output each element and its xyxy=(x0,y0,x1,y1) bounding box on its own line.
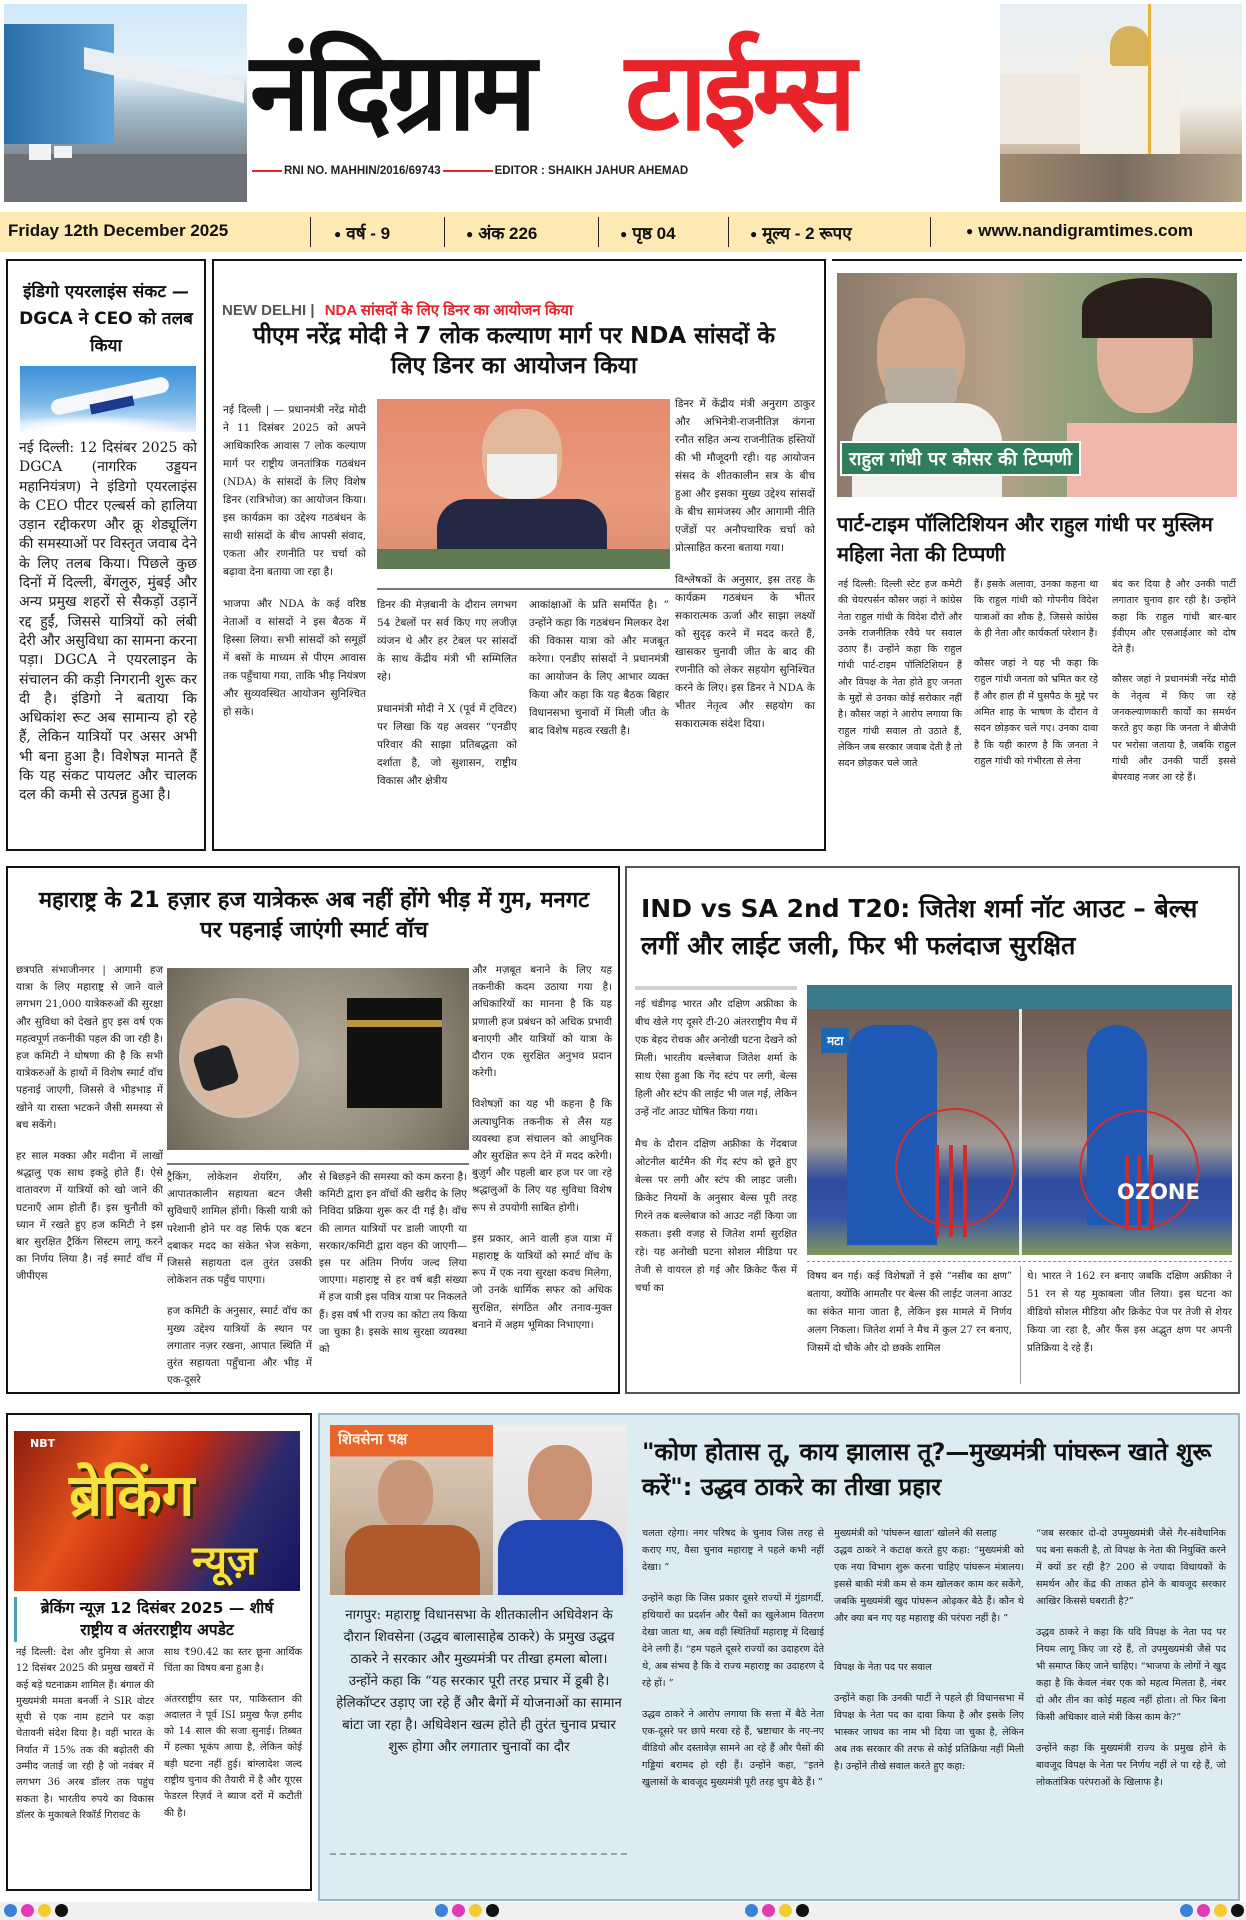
cmyk-dot-yellow xyxy=(38,1904,51,1917)
image-title-breaking: ब्रेकिंग xyxy=(69,1461,195,1529)
kicker-modi xyxy=(222,300,573,320)
kicker-text: NDA सांसदों के लिए डिनर का आयोजन किया xyxy=(324,302,573,319)
modi-col-3 xyxy=(529,596,669,754)
cmyk-marks-center-1 xyxy=(435,1904,499,1917)
image-rahul-kausar xyxy=(837,273,1237,497)
modi-col-1-p1: नई दिल्ली | — प्रधानमंत्री नरेंद्र मोदी ने 11 दिसंबर 2025 को अपने आधिकारिक आवास 7 लोक कल्याण मार्ग पर राष्ट्रीय जनतांत्रिक गठबंधन (NDA) के सांसदों के लिए विशेष डिनर (रात्रिभोज) का आयोजन किया। इस कार्यक्रम का उद्देश्य गठबंधन के साथी सांसदों के बीच आपसी संवाद, एकता और रणनीति पर चर्चा को बढ़ावा देना बताया जा रहा है। xyxy=(223,404,366,578)
uddhav-col-3 xyxy=(1036,1525,1226,1805)
cricket-col-1-p2: मैच के दौरान दक्षिण अफ्रीका के गेंदबाज ओटनील बार्टमैन की गेंद स्टंप को छूते हुए बेल्स पर लगी और स्टंप की लाइट जली। क्रिकेट नियमों के अनुसार बेल्स पूरी तरह गिरने तक बल्लेबाज को आउट नहीं किया जा सकता। इसी वजह से जितेश शर्मा सुरक्षित रहे। यह अनोखी घटना सोशल मीडिया पर तेजी से वायरल हो गई और क्रिकेट फैंस में चर्चा का xyxy=(635,1139,797,1294)
cmyk-dot-magenta xyxy=(762,1904,775,1917)
cricket-col-3 xyxy=(1027,1268,1232,1372)
hajj-col-4-p2: विशेषज्ञों का यह भी कहना है कि अत्याधुनिक तकनीक से लैस यह व्यवस्था हज संचालन को आधुनिक और सुरक्षित रूप देने में मदद करेगी। बुज़ुर्ग और पहली बार हज पर जा रहे श्रद्धालुओं के लिए यह सुविधा विशेष रूप से उपयोगी साबित होगी। xyxy=(472,1098,612,1214)
image-uddhav-fadnavis xyxy=(330,1425,627,1595)
headline-breaking-news: ब्रेकिंग न्यूज़ 12 दिसंबर 2025 — शीर्ष राष्ट्रीय व अंतरराष्ट्रीय अपडेट xyxy=(40,1599,274,1639)
cmyk-dot-magenta xyxy=(21,1904,34,1917)
cricket-col-1-p1: नई चंडीगढ़ भारत और दक्षिण अफ्रीका के बीच खेले गए दूसरे टी-20 अंतरराष्ट्रीय मैच में एक बेहद रोचक और अनोखी घटना देखने को मिली। भारतीय बल्लेबाज जितेश शर्मा के साथ ऐसा हुआ कि गेंद स्टंप पर लगी, बेल्स हिली और स्टंप की लाईट भी जल गई, लेकिन उन्हें नॉट आउट घोषित किया गया। xyxy=(635,999,797,1118)
editor-name: EDITOR : SHAIKH JAHUR AHEMAD xyxy=(494,165,689,177)
article-indigo xyxy=(6,259,206,851)
cmyk-dot-black xyxy=(796,1904,809,1917)
hajj-col-3 xyxy=(319,1169,467,1372)
cricket-col-2-p1: विषय बन गई। कई विशेषज्ञों ने इसे “नसीब का क्षण” बताया, क्योंकि आमतौर पर बेल्स की लाईट जलना आउट का संकेत माना जाता है, लेकिन इस मामले में निर्णय अलग निकला। जितेश शर्मा ने मैच में कुल 27 रन बनाए, जिसमें दो चौके और दो छक्के शामिल xyxy=(807,1271,1012,1354)
header-photo-gurudwara xyxy=(1000,4,1242,202)
masthead xyxy=(250,6,1010,181)
modi-col-2 xyxy=(377,596,517,804)
hajj-col-1 xyxy=(16,962,163,1300)
cmyk-dot-cyan xyxy=(435,1904,448,1917)
cmyk-dot-black xyxy=(486,1904,499,1917)
rahul-col-2 xyxy=(974,577,1098,784)
uddhav-col-1-p2: उन्होंने कहा कि जिस प्रकार दूसरे राज्यों में गुंडागर्दी, हथियारों का प्रदर्शन और पैसों का खुलेआम वितरण देखा जाता था, अब वही स्थितियाँ महाराष्ट्र में दिखाई देने लगी हैं। “हम पहले दूसरे राज्यों का उदाहरण देते थे, अब संभव है कि वे राज्य महाराष्ट्र का उदाहरण दे रहे हों। ” xyxy=(642,1593,824,1689)
cmyk-marks-center-2 xyxy=(745,1904,809,1917)
rahul-col-1-p1: नई दिल्ली: दिल्ली स्टेट हज कमेटी की चेयरपर्सन कौसर जहां ने कांग्रेस नेता राहुल गांधी के विदेश दौरों और उनके राजनीतिक रवैये पर सवाल उठाए हैं। उन्होंने कहा कि राहुल गांधी पार्ट-टाइम पॉलिटिशियन हैं और विपक्ष के नेता होते हुए जनता के मुद्दों से उनका कोई सरोकार नहीं है। कौसर जहां ने आरोप लगाया कि राहुल गांधी सवाल तो उठाते हैं, लेकिन जब सरकार जवाब देती है तो सदन छोड़कर चले जाते xyxy=(838,579,962,770)
cmyk-dot-yellow xyxy=(469,1904,482,1917)
rahul-col-3-p2: कौसर जहां ने प्रधानमंत्री नरेंद्र मोदी के नेतृत्व में किए जा रहे जनकल्याणकारी कार्यों का समर्थन करते हुए कहा कि जनता ने बीजेपी पर भरोसा जताया है, जबकि राहुल गांधी और उनकी पार्टी इससे बेपरवाह नजर आ रहे हैं। xyxy=(1112,674,1236,784)
issue-year: ● वर्ष - 9 xyxy=(334,221,390,244)
breaking-col-1 xyxy=(16,1645,154,1838)
image-breaking-news xyxy=(14,1431,300,1591)
cmyk-dot-black xyxy=(55,1904,68,1917)
hajj-col-1-p2: हर साल मक्का और मदीना में लाखों श्रद्धालु एक साथ इकट्ठे होते हैं। ऐसे वातावरण में यात्रियों को खो जाने की घटनाएँ आम होती हैं। इस चुनौती को ध्यान में रखते हुए हज कमिटी ने इस बार सुरक्षित ट्रैकिंग सिस्टम लागू करने का निर्णय लिया है। नई स्मार्ट वॉच में जीपीएस xyxy=(16,1150,163,1283)
image-ad-board: OZONE xyxy=(1117,1180,1200,1204)
cmyk-dot-cyan xyxy=(4,1904,17,1917)
modi-col-4-p2: विश्लेषकों के अनुसार, इस तरह के कार्यक्रम गठबंधन के भीतर सकारात्मक ऊर्जा और साझा लक्ष्यों को सुदृढ़ करने में मदद करते हैं, खासकर चुनावी जीत के बाद की रणनीति को लेकर सहयोग सुनिश्चित करने के लिए। इस डिनर ने NDA के भीतर नेतृत्व और सहयोग का सकारात्मक संदेश दिया। xyxy=(675,574,815,730)
headline-rahul: पार्ट-टाइम पॉलिटिशियन और राहुल गांधी पर मुस्लिम महिला नेता की टिप्पणी xyxy=(837,512,1213,566)
website-link[interactable]: ● www.nandigramtimes.com xyxy=(966,221,1193,241)
headline-uddhav: "कोण होतास तू, काय झालास तू?—मुख्यमंत्री पांघरून खाते शुरू करें": उद्धव ठाकरे का तीखा प्रहार xyxy=(642,1438,1212,1501)
image-cricket-bails xyxy=(807,985,1232,1255)
cmyk-marks-right xyxy=(1180,1904,1244,1917)
cmyk-dot-magenta xyxy=(1197,1904,1210,1917)
cmyk-marks-left xyxy=(4,1904,68,1917)
uddhav-subhead-2: विपक्ष के नेता पद पर सवाल xyxy=(834,1662,932,1673)
article-uddhav xyxy=(318,1413,1240,1901)
masthead-subline xyxy=(252,165,688,177)
uddhav-col-3-p2: उद्धव ठाकरे ने कहा कि यदि विपक्ष के नेता पद पर नियम लागू किए जा रहे हैं, तो उपमुख्यमंत्री जैसे पद भी समाप्त किए जाने चाहिए। “भाजपा के लोगों ने खुद कहा है कि केवल नंबर एक को महत्व मिलता है, नंबर दो और तीन का कोई महत्व नहीं होता। तो फिर बिना किसी अधिकार वाले मंत्री किस काम के?” xyxy=(1036,1627,1226,1723)
kicker-place: NEW DELHI | xyxy=(222,302,315,319)
cmyk-dot-yellow xyxy=(1214,1904,1227,1917)
uddhav-col-3-p1: “जब सरकार दो-दो उपमुख्यमंत्री जैसे गैर-संवैधानिक पद बना सकती है, तो विपक्ष के नेता की नियुक्ति करने में क्यों डर रही है? 200 से ज्यादा विधायकों के समर्थन और केंद्र की ताकत होने के बावजूद सरकार आखिर किससे घबराती है?” xyxy=(1036,1528,1226,1607)
modi-col-2-p2: प्रधानमंत्री मोदी ने X (पूर्व में ट्विटर) पर लिखा कि यह अवसर “एनडीए परिवार की साझा प्रतिबद्धता को दर्शाता है, जो सुशासन, राष्ट्रीय विकास और क्षेत्रीय xyxy=(377,703,517,787)
article-rahul xyxy=(832,259,1242,851)
breaking-col-2 xyxy=(164,1645,302,1836)
modi-col-1 xyxy=(223,401,366,735)
uddhav-col-1 xyxy=(642,1525,824,1805)
uddhav-lead: नागपुर: महाराष्ट्र विधानसभा के शीतकालीन अधिवेशन के दौरान शिवसेना (उद्धव बालासाहेब ठाकरे) के प्रमुख उद्धव ठाकरे ने सरकार और मुख्यमंत्री पर तीखा हमला बोला। उन्होंने कहा कि “यह सरकार पूरी तरह प्रचार में डूबी है। हेलिकॉप्टर उड़ाए जा रहे हैं और बैगों में योजनाओं का सामान बांटा जा रहा है। अधिवेशन खत्म होते ही तुरंत चुनाव प्रचार शुरू होगा और लगातार चुनावों का दौर xyxy=(336,1608,622,1755)
uddhav-col-3-p3: उन्होंने कहा कि मुख्यमंत्री राज्य के प्रमुख होने के बावजूद विपक्ष के नेता पर निर्णय नहीं ले पा रहे हैं, जो लोकतांत्रिक परंपराओं के खिलाफ है। xyxy=(1036,1743,1226,1788)
issue-price: ● मूल्य - 2 रूपए xyxy=(750,221,852,244)
image-indigo-plane xyxy=(20,366,196,432)
uddhav-col-2 xyxy=(834,1525,1024,1789)
uddhav-col-1-p3: उद्धव ठाकरे ने आरोप लगाया कि सत्ता में बैठे नेता एक-दूसरे पर छापे मरवा रहे हैं, भ्रष्टाचार के नए-नए वीडियो और दस्तावेज़ सामने आ रहे हैं और पैसों की गड्डियां बरामद हो रही हैं। उन्होंने कहा, “इतने खुलासों के बावजूद मुख्यमंत्री पूरी तरह चुप बैठे हैं। ” xyxy=(642,1709,824,1788)
modi-col-4 xyxy=(675,395,815,747)
image-title-news: न्यूज़ xyxy=(192,1538,257,1584)
masthead-title-black: नंदिग्राम xyxy=(250,30,533,155)
footer-strip xyxy=(0,1902,1246,1920)
issue-number: ● अंक 226 xyxy=(466,221,537,244)
article-breaking-news xyxy=(6,1413,312,1891)
image-logo-nbt: NBT xyxy=(30,1437,56,1450)
breaking-col-2-p1: साथ ₹90.42 का स्तर छूना आर्थिक चिंता का विषय बना हुआ है। xyxy=(164,1647,302,1675)
headline-hajj: महाराष्ट्र के 21 हज़ार हज यात्रेकरू अब नहीं होंगे भीड़ में गुम, मनगट पर पहनाई जाएंगी स्मार्ट वॉच xyxy=(38,888,590,943)
modi-col-3-p1: आकांक्षाओं के प्रति समर्पित है। ” उन्होंने कहा कि गठबंधन मिलकर देश की विकास यात्रा को और मजबूत करेगा। एनडीए सांसदों ने प्रधानमंत्री का आयोजन के लिए आभार व्यक्त किया और कहा कि यह बैठक बिहार विधानसभा चुनावों में मिली जीत के बाद विशेष महत्व रखती है। xyxy=(529,599,669,737)
hajj-col-2-p2: हज कमिटी के अनुसार, स्मार्ट वॉच का मुख्य उद्देश्य यात्रियों के स्थान पर लगातार नज़र रखना, आपात स्थिति में तुरंत सहायता पहुँचाना और भीड़ में एक-दूसरे xyxy=(167,1305,312,1387)
headline-cricket: IND vs SA 2nd T20: जितेश शर्मा नॉट आउट – बेल्स लगीं और लाईट जली, फिर भी फलंदाज सुरक्षित xyxy=(641,894,1198,960)
cmyk-dot-magenta xyxy=(452,1904,465,1917)
breaking-col-2-p2: अंतरराष्ट्रीय स्तर पर, पाकिस्तान की अदालत ने पूर्व ISI प्रमुख फैज़ हमीद को 14 साल की सजा सुनाई। तिब्बत में हल्का भूकंप आया है, लेकिन कोई बड़ी घटना नहीं हुई। बांग्लादेश जल्द राष्ट्रीय चुनाव की तैयारी में है और यूएस फेडरल रिज़र्व ने ब्याज दरों में कटौती की है। xyxy=(164,1693,302,1819)
image-caption-rahul: राहुल गांधी पर कौसर की टिप्पणी xyxy=(840,441,1081,476)
modi-col-4-p1: डिनर में केंद्रीय मंत्री अनुराग ठाकुर और अभिनेत्री-राजनीतिज्ञ कंगना रनौत सहित अन्य राजनीतिक हस्तियों की भी मौजूदगी रही। यह आयोजन संसद के शीतकालीन सत्र के बीच हुआ और इसका मुख्य उद्देश्य सांसदों के बीच सामंजस्य और आगामी नीति एजेंडों पर अनौपचारिक चर्चा को प्रोत्साहित करना बताया गया। xyxy=(675,398,815,554)
image-modi-speech xyxy=(377,399,670,569)
headline-modi: पीएम नरेंद्र मोदी ने 7 लोक कल्याण मार्ग पर NDA सांसदों के लिए डिनर का आयोजन किया xyxy=(252,323,776,379)
rahul-col-3-p1: बंद कर दिया है और उनकी पार्टी लगातार चुनाव हार रही है। उन्होंने कहा कि राहुल गांधी बार-बार ईवीएम और एसआईआर को दोष देते हैं। xyxy=(1112,579,1236,656)
image-hajj-smartwatch-kaaba xyxy=(167,968,469,1150)
cricket-col-2 xyxy=(807,1268,1012,1372)
uddhav-col-1-p1: चलता रहेगा। नगर परिषद के चुनाव जिस तरह से कराए गए, वैसा चुनाव महाराष्ट्र ने पहले कभी नहीं देखा। ” xyxy=(642,1528,824,1573)
hajj-col-4-p3: इस प्रकार, आने वाली हज यात्रा में महाराष्ट्र के यात्रियों को स्मार्ट वॉच के रूप में एक नया सुरक्षा कवच मिलेगा, जो उनके धार्मिक सफर को अधिक सुरक्षित, संगठित और तनाव-मुक्त बनाने में अहम भूमिका निभाएगा। xyxy=(472,1232,612,1331)
cmyk-dot-cyan xyxy=(745,1904,758,1917)
issue-date: Friday 12th December 2025 xyxy=(8,221,229,240)
uddhav-col-2-p2: उन्होंने कहा कि उनकी पार्टी ने पहले ही विधानसभा में विपक्ष के नेता पद का दावा किया है और इसके लिए भास्कर जाधव का नाम भी दिया जा चुका है, लेकिन अब तक सरकार की तरफ से कोई प्रतिक्रिया नहीं मिली है। उन्होंने तीखे सवाल करते हुए कहा: xyxy=(834,1693,1024,1772)
header-photo-airport xyxy=(4,4,247,202)
modi-col-1-p2: भाजपा और NDA के कई वरिष्ठ नेताओं व सांसदों ने इस बैठक में हिस्सा लिया। सभी सांसदों को समूहों में बसों के माध्यम से पीएम आवास तक पहुँचाया गया, ताकि भीड़ नियंत्रण और सुव्यवस्थित आयोजन सुनिश्चित हो सके। xyxy=(223,598,366,718)
article-cricket xyxy=(625,866,1240,1394)
rahul-col-2-p2: कौसर जहां ने यह भी कहा कि राहुल गांधी जनता को भ्रमित कर रहे हैं और हाल ही में घुसपैठ के मुद्दे पर अमित शाह के भाषण के दौरान वे सदन छोड़कर चले गए। उनका दावा है कि यही कारण है कि जनता ने राहुल गांधी को गंभीरता से लेना xyxy=(974,658,1098,767)
hajj-col-4 xyxy=(472,962,612,1348)
cmyk-dot-black xyxy=(1231,1904,1244,1917)
hajj-col-2-p1: ट्रैकिंग, लोकेशन शेयरिंग, और आपातकालीन सहायता बटन जैसी सुविधाएँ शामिल होंगी। किसी यात्री को परेशानी होने पर वह सिर्फ एक बटन दबाकर मदद का संकेत भेज सकेगा, जिससे सहायता दल तुरंत उसकी लोकेशन तक पहुँच पाएगा। xyxy=(167,1171,312,1287)
body-indigo: नई दिल्ली: 12 दिसंबर 2025 को DGCA (नागरिक उड्डयन महानियंत्रण) ने इंडिगो एयरलाइंस के CEO पीटर एल्बर्स को हालिया उड़ान रद्दीकरण और क्रू शेड्यूलिंग की समस्याओं पर विस्तृत जवाब देने के लिए तलब किया। पिछले कुछ दिनों में दिल्ली, बेंगलुरु, मुंबई और अन्य प्रमुख शहरों से सैकड़ों उड़ानें रद्द हुईं, जिससे यात्रियों को लंबी देरी और असुविधा का सामना करना पड़ा। DGCA ने एयरलाइन के संचालन की कड़ी निगरानी शुरू कर दी है। इंडिगो ने बताया कि अधिकांश रूट अब सामान्य हो रहे हैं, लेकिन यात्रियों पर असर अभी भी बना हुआ है। विशेषज्ञ मानते हैं कि यह संकट पायलट और चालक दल की कमी से उत्पन्न हुआ है। xyxy=(19,440,198,804)
uddhav-subhead-1: मुख्यमंत्री को 'पांघरून खाता' खोलने की सलाह xyxy=(834,1528,997,1539)
rahul-col-1 xyxy=(838,577,962,787)
page-number: ● पृष्ठ 04 xyxy=(620,221,676,244)
rahul-col-2-p1: हैं। इसके अलावा, उनका कहना था कि राहुल गांधी को गोपनीय विदेश यात्राओं का शौक है, जिससे कांग्रेस के ही नेता और कार्यकर्ता परेशान हैं। xyxy=(974,579,1098,639)
hajj-col-1-p1: छत्रपति संभाजीनगर | आगामी हज यात्रा के लिए महाराष्ट्र से जाने वाले लगभग 21,000 यात्रेकरुओं की सुरक्षा और सुविधा को देखते हुए इस वर्ष एक महत्वपूर्ण तकनीकी पहल की जा रही है। हज कमिटी ने घोषणा की है कि सभी यात्रेकरुओं के हाथों में विशेष स्मार्ट वॉच पहनाई जाएगी, जिससे वे भीड़भाड़ में खोने या रास्ता भटकने जैसी समस्या से बच सकेंगे। xyxy=(16,964,163,1131)
breaking-col-1-p1: नई दिल्ली: देश और दुनिया से आज 12 दिसंबर 2025 की प्रमुख खबरों में कई बड़े घटनाक्रम शामिल हैं। बंगाल की मुख्यमंत्री ममता बनर्जी ने SIR वोटर सूची से एक नाम हटाने पर कड़ा चेतावनी संदेश दिया है। वहीं भारत के निर्यात में 15% तक की बढ़ोतरी की उम्मीद जताई जा रही है जो नवंबर में लगभग 36 अरब डॉलर तक पहुंच सकता है। भारतीय रुपये का विकास डॉलर के मुकाबले रिकॉर्ड गिरावट के xyxy=(16,1647,154,1821)
headline-indigo: इंडिगो एयरलाइंस संकट — DGCA ने CEO को तलब किया xyxy=(19,282,193,356)
article-modi-dinner xyxy=(212,259,826,851)
cmyk-dot-cyan xyxy=(1180,1904,1193,1917)
image-banner-text: शिवसेना पक्ष xyxy=(338,1430,408,1448)
article-hajj xyxy=(6,866,620,1394)
rahul-col-3 xyxy=(1112,577,1236,801)
cmyk-dot-yellow xyxy=(779,1904,792,1917)
rni-number: RNI NO. MAHHIN/2016/69743 xyxy=(284,165,441,177)
cricket-col-3-p1: थे। भारत ने 162 रन बनाए जबकि दक्षिण अफ्रीका ने 51 रन से यह मुकाबला जीत लिया। इस घटना का वीडियो सोशल मीडिया और क्रिकेट पेज पर तेजी से शेयर किया जा रहा है, और फैंस इस अद्भुत क्षण पर अपनी प्रतिक्रिया दे रहे हैं। xyxy=(1027,1271,1232,1354)
hajj-col-2 xyxy=(167,1169,312,1403)
cricket-col-1 xyxy=(635,996,797,1312)
masthead-title-red: टाईम्स xyxy=(625,30,853,155)
modi-col-2-p1: डिनर की मेज़बानी के दौरान लगभग 54 टेबलों पर सर्व किए गए लजीज़ व्यंजन थे और हर टेबल पर सांसदों के साथ केंद्रीय मंत्री भी सम्मिलित रहे। xyxy=(377,599,517,683)
hajj-col-3-p1: से बिछड़ने की समस्या को कम करना है। कमिटी द्वारा इन वॉचों की खरीद के लिए निविदा प्रक्रिया शुरू कर दी गई है। वॉच की लागत यात्रियों पर डाली जाएगी या सरकार/कमिटी द्वारा वहन की जाएगी—इस पर अंतिम निर्णय जल्द लिया जाएगा। महाराष्ट्र से हर वर्ष बड़ी संख्या में हज यात्री इस पवित्र यात्रा पर निकलते हैं। इस वर्ष भी राज्य का कोटा तय किया जा चुका है। इसके साथ सुरक्षा व्यवस्था को xyxy=(319,1171,467,1356)
hajj-col-4-p1: और मज़बूत बनाने के लिए यह तकनीकी कदम उठाया गया है। अधिकारियों का मानना है कि यह प्रणाली हज प्रबंधन को अधिक प्रभावी बनाएगी और यात्रियों को यात्रा के दौरान एक सुरक्षित अनुभव प्रदान करेगी। xyxy=(472,964,612,1080)
uddhav-col-2-p1: उद्धव ठाकरे ने कटाक्ष करते हुए कहा: “मुख्यमंत्री को एक नया विभाग शुरू करना चाहिए पांघरून मंत्रालय। इससे बाकी मंत्री कम से कम खोलकर काम कर सकेंगे, जबकि मुख्यमंत्री खुद पांघरून ओढ़कर बैठे हैं। कौन थे और क्या बन गए यह महाराष्ट्र की परंपरा नहीं है। ” xyxy=(834,1545,1024,1624)
image-badge-mata: मटा xyxy=(821,1028,849,1053)
dateline-bar xyxy=(0,212,1246,252)
